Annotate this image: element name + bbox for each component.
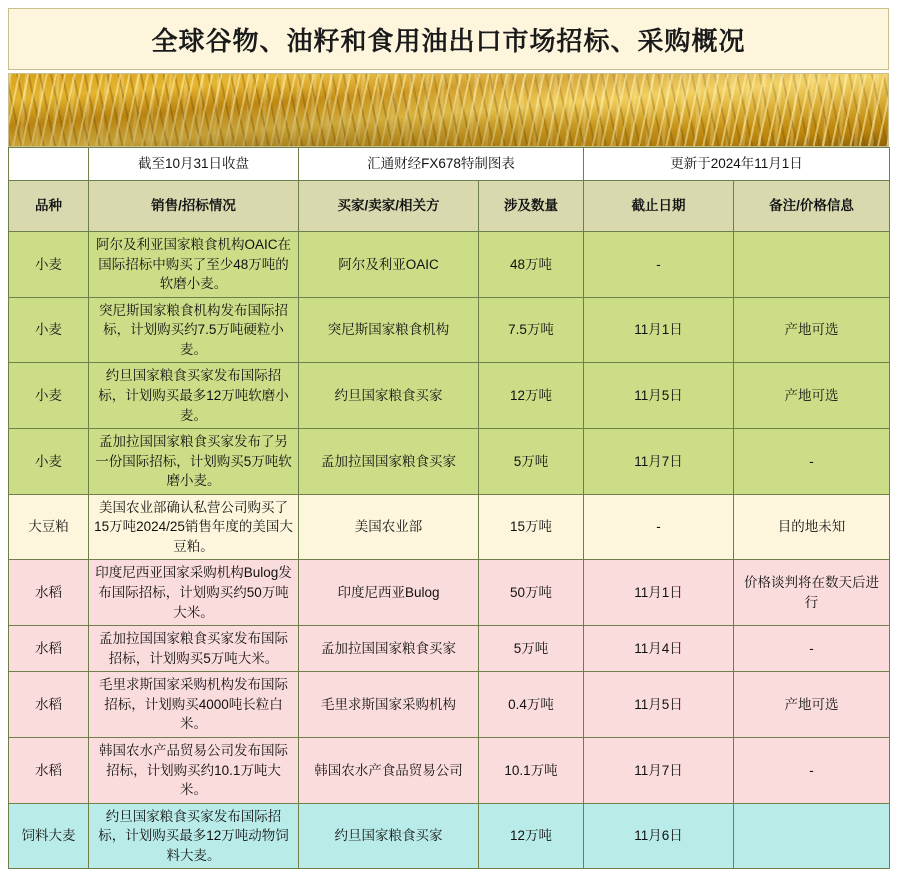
table-row [9, 494, 890, 560]
meta-updated: 更新于2024年11月1日 [584, 148, 890, 181]
cell-quantity: 10.1万吨 [479, 737, 584, 803]
table-row [9, 560, 890, 626]
cell-quantity: 5万吨 [479, 626, 584, 672]
cell-description: 美国农业部确认私营公司购买了15万吨2024/25销售年度的美国大豆粕。 [89, 494, 299, 560]
wheat-banner-image [8, 73, 889, 147]
cell-description: 印度尼西亚国家采购机构Bulog发布国际招标，计划购买约50万吨大米。 [89, 560, 299, 626]
cell-note: 价格谈判将在数天后进行 [734, 560, 890, 626]
cell-kind: 小麦 [9, 363, 89, 429]
cell-description: 孟加拉国国家粮食买家发布国际招标，计划购买5万吨大米。 [89, 626, 299, 672]
table-meta-row [9, 148, 890, 181]
cell-note: - [734, 737, 890, 803]
table-row [9, 803, 890, 869]
column-header-note: 备注/价格信息 [734, 181, 890, 232]
cell-deadline: 11月1日 [584, 297, 734, 363]
cell-party: 美国农业部 [299, 494, 479, 560]
cell-description: 韩国农水产品贸易公司发布国际招标，计划购买约10.1万吨大米。 [89, 737, 299, 803]
cell-kind: 小麦 [9, 232, 89, 298]
cell-note: 产地可选 [734, 672, 890, 738]
cell-kind: 小麦 [9, 429, 89, 495]
column-header-kind: 品种 [9, 181, 89, 232]
cell-deadline: 11月4日 [584, 626, 734, 672]
table-row [9, 626, 890, 672]
table-body [9, 148, 890, 869]
column-header-deadline: 截止日期 [584, 181, 734, 232]
cell-deadline: 11月1日 [584, 560, 734, 626]
cell-description: 孟加拉国国家粮食买家发布了另一份国际招标，计划购买5万吨软磨小麦。 [89, 429, 299, 495]
table-row [9, 297, 890, 363]
cell-kind: 水稻 [9, 626, 89, 672]
cell-deadline: 11月5日 [584, 363, 734, 429]
cell-party: 孟加拉国国家粮食买家 [299, 626, 479, 672]
cell-party: 印度尼西亚Bulog [299, 560, 479, 626]
cell-note [734, 232, 890, 298]
cell-note: - [734, 429, 890, 495]
cell-note: 目的地未知 [734, 494, 890, 560]
cell-party: 约旦国家粮食买家 [299, 803, 479, 869]
cell-description: 约旦国家粮食买家发布国际招标，计划购买最多12万吨软磨小麦。 [89, 363, 299, 429]
page-title-bar [8, 8, 889, 70]
meta-source: 汇通财经FX678特制图表 [299, 148, 584, 181]
meta-as-of: 截至10月31日收盘 [89, 148, 299, 181]
cell-kind: 大豆粕 [9, 494, 89, 560]
column-header-quantity: 涉及数量 [479, 181, 584, 232]
cell-party: 约旦国家粮食买家 [299, 363, 479, 429]
table-row [9, 363, 890, 429]
cell-kind: 水稻 [9, 560, 89, 626]
cell-quantity: 7.5万吨 [479, 297, 584, 363]
cell-kind: 小麦 [9, 297, 89, 363]
table-row [9, 429, 890, 495]
cell-kind: 饲料大麦 [9, 803, 89, 869]
meta-blank [9, 148, 89, 181]
cell-quantity: 12万吨 [479, 803, 584, 869]
cell-deadline: 11月7日 [584, 429, 734, 495]
table-row [9, 232, 890, 298]
cell-party: 孟加拉国国家粮食买家 [299, 429, 479, 495]
page-title: 全球谷物、油籽和食用油出口市场招标、采购概况 [151, 25, 746, 56]
cell-deadline: 11月6日 [584, 803, 734, 869]
cell-party: 韩国农水产食品贸易公司 [299, 737, 479, 803]
column-header-description: 销售/招标情况 [89, 181, 299, 232]
cell-deadline: 11月5日 [584, 672, 734, 738]
cell-party: 阿尔及利亚OAIC [299, 232, 479, 298]
cell-party: 毛里求斯国家采购机构 [299, 672, 479, 738]
cell-quantity: 0.4万吨 [479, 672, 584, 738]
table-row [9, 737, 890, 803]
cell-deadline: - [584, 232, 734, 298]
column-header-party: 买家/卖家/相关方 [299, 181, 479, 232]
cell-note: - [734, 626, 890, 672]
cell-description: 约旦国家粮食买家发布国际招标，计划购买最多12万吨动物饲料大麦。 [89, 803, 299, 869]
cell-kind: 水稻 [9, 737, 89, 803]
cell-description: 阿尔及利亚国家粮食机构OAIC在国际招标中购买了至少48万吨的软磨小麦。 [89, 232, 299, 298]
cell-deadline: 11月7日 [584, 737, 734, 803]
cell-kind: 水稻 [9, 672, 89, 738]
cell-note [734, 803, 890, 869]
cell-description: 突尼斯国家粮食机构发布国际招标，计划购买约7.5万吨硬粒小麦。 [89, 297, 299, 363]
cell-note: 产地可选 [734, 363, 890, 429]
cell-quantity: 15万吨 [479, 494, 584, 560]
cell-quantity: 5万吨 [479, 429, 584, 495]
cell-quantity: 48万吨 [479, 232, 584, 298]
wheat-shading [9, 74, 888, 146]
cell-quantity: 12万吨 [479, 363, 584, 429]
cell-description: 毛里求斯国家采购机构发布国际招标，计划购买4000吨长粒白米。 [89, 672, 299, 738]
table-row [9, 672, 890, 738]
cell-note: 产地可选 [734, 297, 890, 363]
cell-party: 突尼斯国家粮食机构 [299, 297, 479, 363]
table-header-row [9, 181, 890, 232]
tender-table [8, 147, 890, 869]
cell-deadline: - [584, 494, 734, 560]
cell-quantity: 50万吨 [479, 560, 584, 626]
